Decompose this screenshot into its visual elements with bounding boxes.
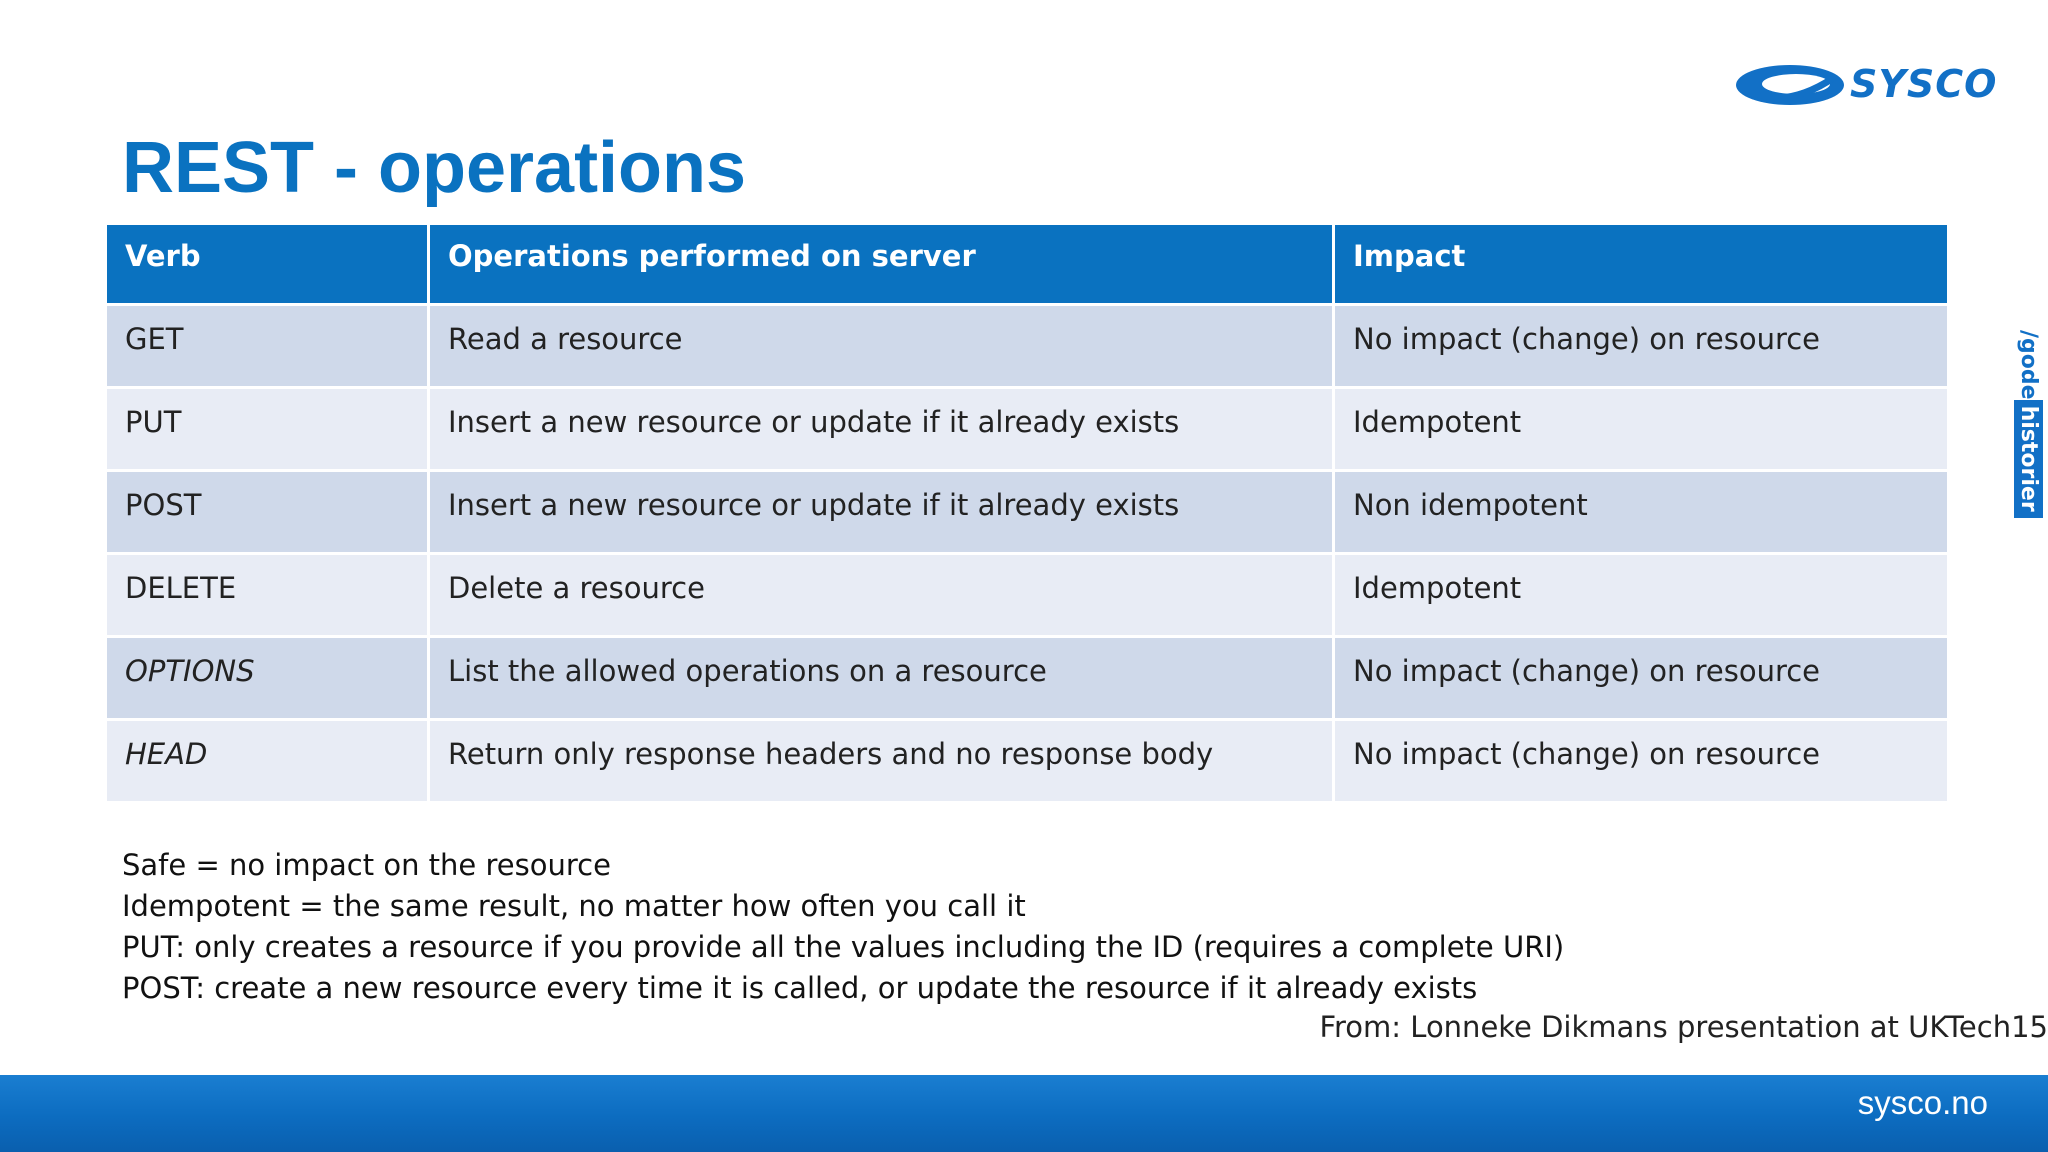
cell-verb: OPTIONS — [107, 638, 427, 718]
cell-verb: GET — [107, 306, 427, 386]
cell-operation: Insert a new resource or update if it already exists — [430, 472, 1332, 552]
gode-historier-tab[interactable] — [2008, 330, 2048, 512]
table-header-row — [107, 225, 1947, 303]
cell-operation: Delete a resource — [430, 555, 1332, 635]
side-tab-prefix: /gode — [2016, 330, 2041, 400]
note-line: PUT: only creates a resource if you provide all the values including the ID (requires a complete URI) — [122, 930, 1565, 964]
cell-impact: Non idempotent — [1335, 472, 1947, 552]
cell-impact: No impact (change) on resource — [1335, 306, 1947, 386]
cell-verb: HEAD — [107, 721, 427, 801]
cell-impact: No impact (change) on resource — [1335, 638, 1947, 718]
sysco-logo — [1734, 60, 1998, 110]
table-row — [107, 638, 1947, 718]
page-title: REST - operations — [122, 128, 747, 208]
cell-verb: DELETE — [107, 555, 427, 635]
table-row — [107, 389, 1947, 469]
sysco-logo-text: SYSCO — [1850, 62, 1998, 106]
footer-bar — [0, 1075, 2048, 1152]
note-line: Safe = no impact on the resource — [122, 848, 611, 882]
header-verb: Verb — [107, 225, 427, 303]
sysco-swoosh-icon — [1734, 62, 1846, 108]
header-impact: Impact — [1335, 225, 1947, 303]
cell-impact: Idempotent — [1335, 555, 1947, 635]
note-line: POST: create a new resource every time it is called, or update the resource if it already exists — [122, 971, 1478, 1005]
notes-block — [122, 845, 1564, 1009]
cell-impact: Idempotent — [1335, 389, 1947, 469]
cell-operation: Read a resource — [430, 306, 1332, 386]
cell-verb: POST — [107, 472, 427, 552]
cell-impact: No impact (change) on resource — [1335, 721, 1947, 801]
side-tab-suffix: historier — [2014, 400, 2043, 518]
cell-verb: PUT — [107, 389, 427, 469]
footer-url[interactable]: sysco.no — [1857, 1084, 1988, 1121]
cell-operation: Return only response headers and no response body — [430, 721, 1332, 801]
header-operations: Operations performed on server — [430, 225, 1332, 303]
attribution: From: Lonneke Dikmans presentation at UKTech15 — [1319, 1010, 2048, 1044]
table-row — [107, 472, 1947, 552]
side-tab-label — [2010, 330, 2046, 512]
table-row — [107, 721, 1947, 801]
rest-operations-table — [104, 222, 1950, 804]
note-line: Idempotent = the same result, no matter how often you call it — [122, 889, 1026, 923]
table-row — [107, 306, 1947, 386]
table-row — [107, 555, 1947, 635]
cell-operation: Insert a new resource or update if it already exists — [430, 389, 1332, 469]
cell-operation: List the allowed operations on a resource — [430, 638, 1332, 718]
